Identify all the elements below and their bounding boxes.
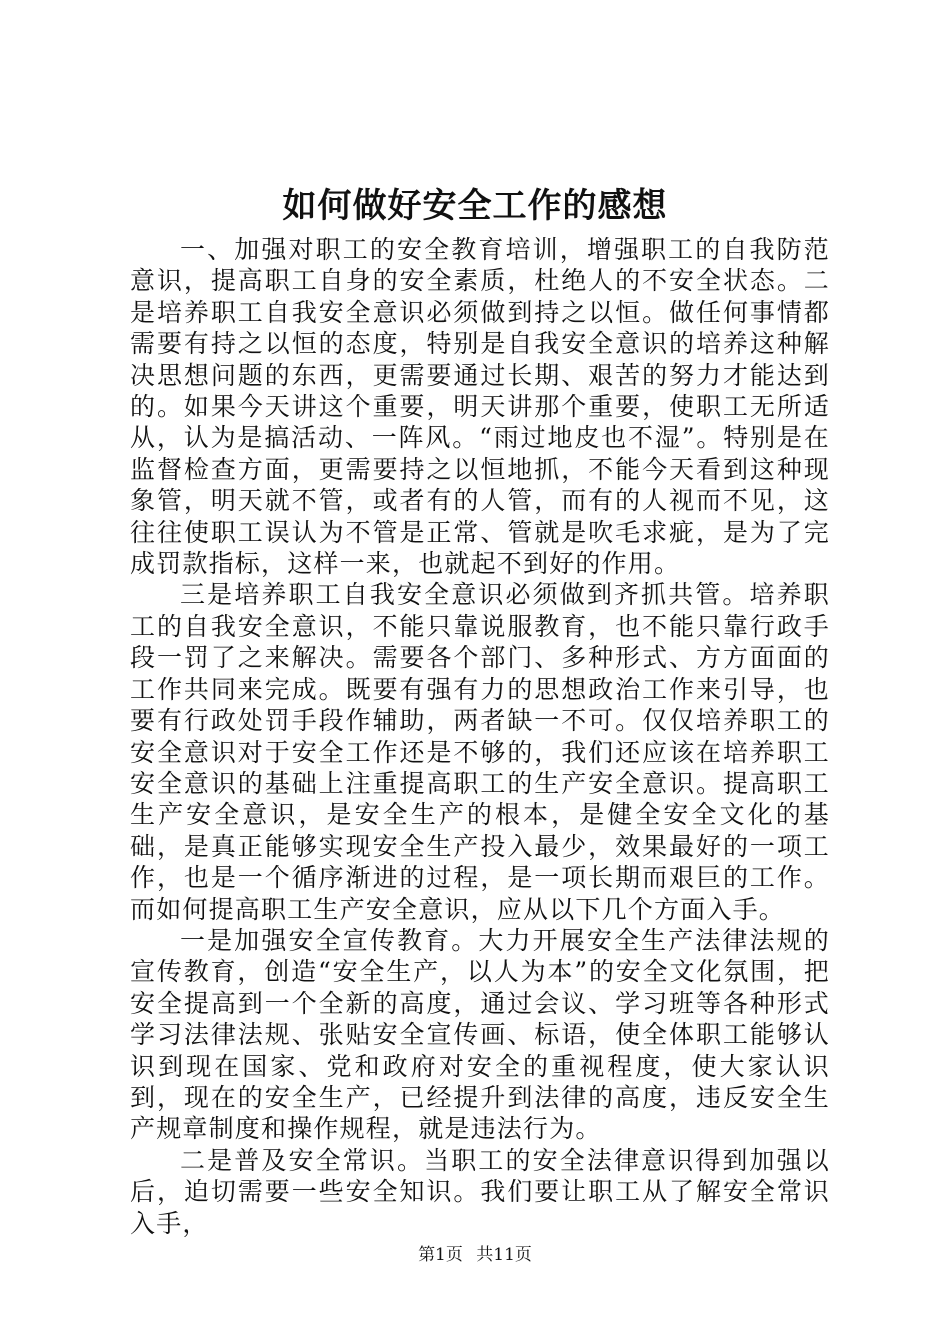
- paragraph-3: 一是加强安全宣传教育。大力开展安全生产法律法规的宣传教育，创造“安全生产，以人为本”的安全文化氛围，把安全提高到一个全新的高度，通过会议、学习班等各种形式学习法律法规、张贴安全宣传画、标语，使全体职工能够认识到现在国家、党和政府对安全的重视程度，使大家认识到，现在的安全生产，已经提升到法律的高度，违反安全生产规章制度和操作规程，就是违法行为。: [130, 925, 830, 1144]
- paragraph-1: 一、加强对职工的安全教育培训，增强职工的自我防范意识，提高职工自身的安全素质，杜绝人的不安全状态。二是培养职工自我安全意识必须做到持之以恒。做任何事情都需要有持之以恒的态度，特别是自我安全意识的培养这种解决思想问题的东西，更需要通过长期、艰苦的努力才能达到的。如果今天讲这个重要，明天讲那个重要，使职工无所适从，认为是搞活动、一阵风。“雨过地皮也不湿”。特别是在监督检查方面，更需要持之以恒地抓，不能今天看到这种现象管，明天就不管，或者有的人管，而有的人视而不见，这往往使职工误认为不管是正常、管就是吹毛求疵，是为了完成罚款指标，这样一来，也就起不到好的作用。: [130, 235, 830, 579]
- page-footer: [0, 1243, 950, 1267]
- page-number: 第1页: [418, 1245, 463, 1265]
- paragraph-2: 三是培养职工自我安全意识必须做到齐抓共管。培养职工的自我安全意识，不能只靠说服教育，也不能只靠行政手段一罚了之来解决。需要各个部门、多种形式、方方面面的工作共同来完成。既要有强有力的思想政治工作来引导，也要有行政处罚手段作辅助，两者缺一不可。仅仅培养职工的安全意识对于安全工作还是不够的，我们还应该在培养职工安全意识的基础上注重提高职工的生产安全意识。提高职工生产安全意识，是安全生产的根本，是健全安全文化的基础，是真正能够实现安全生产投入最少，效果最好的一项工作，也是一个循序渐进的过程，是一项长期而艰巨的工作。而如何提高职工生产安全意识，应从以下几个方面入手。: [130, 580, 830, 924]
- document-body: [130, 234, 830, 1239]
- paragraph-4: 二是普及安全常识。当职工的安全法律意识得到加强以后，迫切需要一些安全知识。我们要让职工从了解安全常识入手，: [130, 1145, 830, 1238]
- page-total: 共11页: [476, 1245, 532, 1265]
- document-title: 如何做好安全工作的感想: [282, 186, 668, 226]
